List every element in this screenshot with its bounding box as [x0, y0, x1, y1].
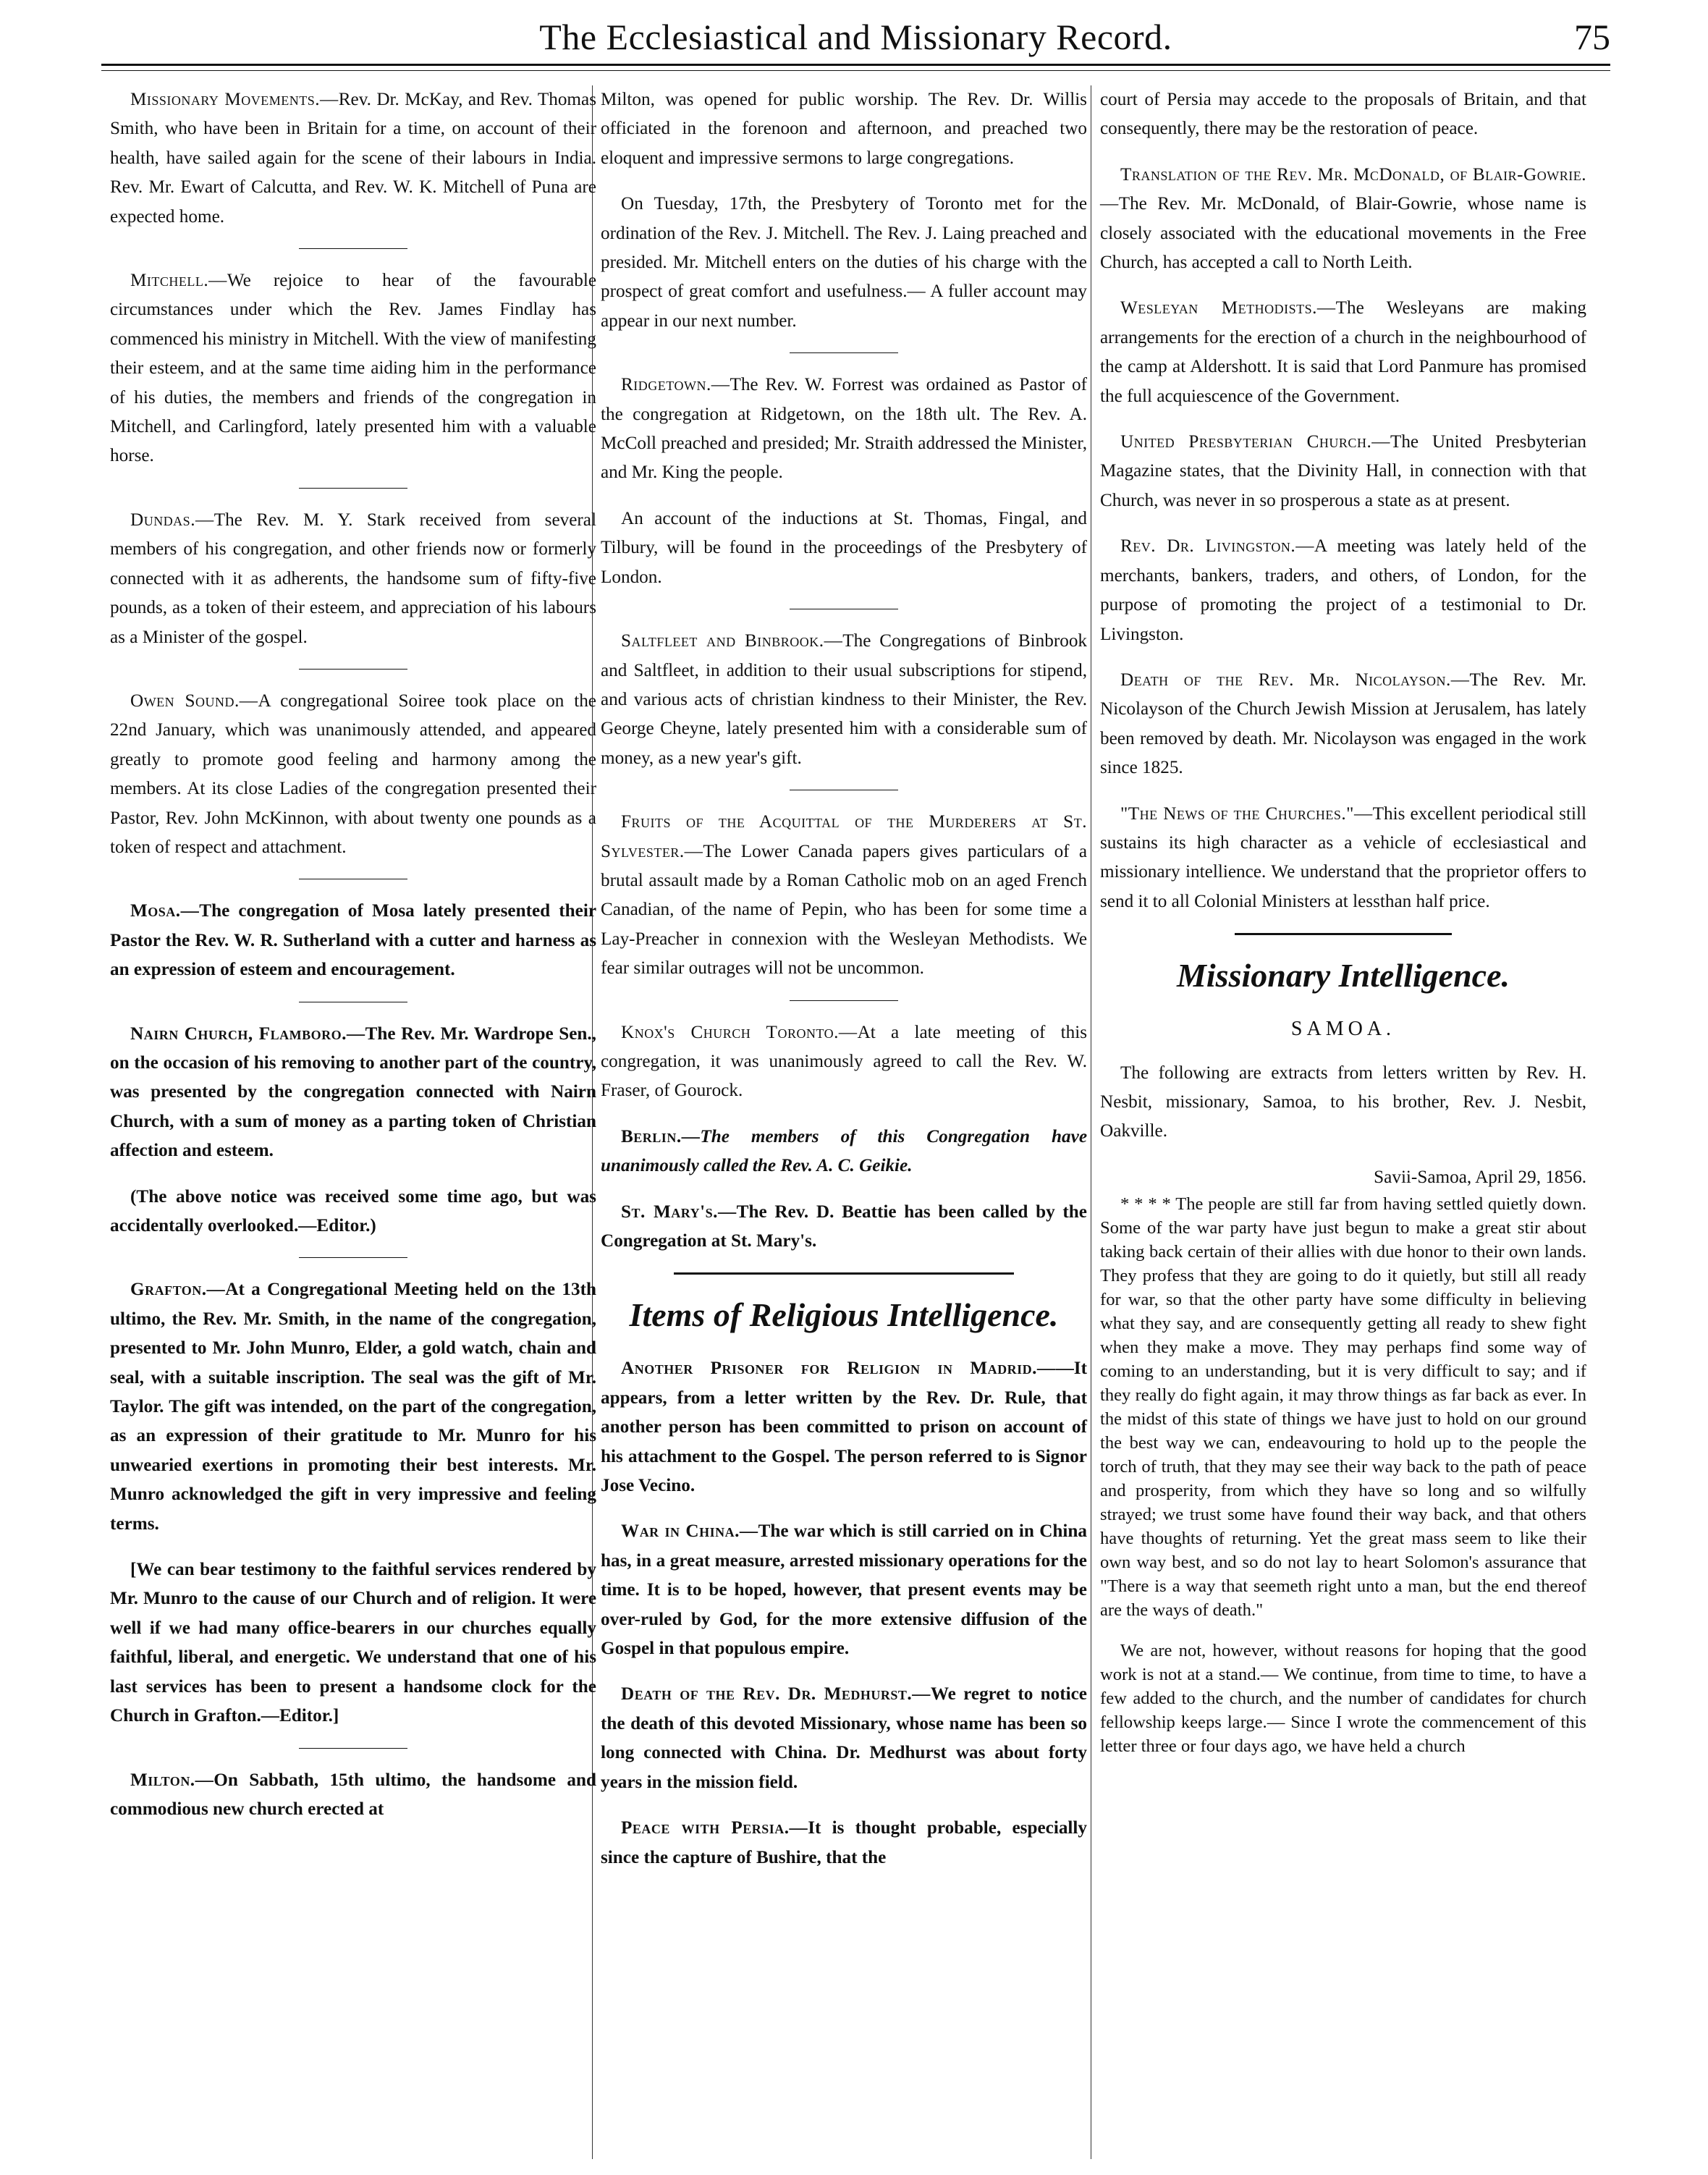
article-text: —It appears, from a letter written by the Rev. Dr. Rule, that another person has been committed to prison on account of his attachment to the Gospel. The person referred to is Signor Jose Vecino.: [601, 1359, 1087, 1496]
article-knox-church: [601, 1018, 1087, 1106]
article-heading: Missionary Movements.—: [130, 90, 339, 109]
article-text: It is thought probable, especially since the capture of Bushire, that the: [601, 1818, 1088, 1867]
section-heading-religious-intelligence: Items of Religious Intelligence.: [629, 1296, 1059, 1334]
article-wesleyan-methodists: [1100, 294, 1586, 411]
article-madrid-prisoner: [601, 1354, 1087, 1500]
section-rule: [674, 1272, 1014, 1277]
article-heading: Rev. Dr. Livingston.—: [1120, 536, 1314, 557]
article-text: This excellent periodical still sustains its high character as a vehicle of ecclesiastical and missionary intellience. We understand that the proprietor offers to send it to all Colonial Ministers at lessthan half price.: [1100, 803, 1586, 911]
separator-rule: [299, 879, 407, 880]
article-war-in-china: [601, 1517, 1087, 1663]
column-middle: [601, 85, 1087, 1889]
article-text: The Congregations of Binbrook and Saltfleet, in addition to their usual subscriptions for stipend, and various acts of christian kindness to their Minister, the Rev. George Cheyne, lately presented him with a considerable sum of money, as a new year's gift.: [601, 631, 1088, 768]
article-owen-sound: [110, 687, 596, 862]
article-dundas: [110, 506, 596, 652]
separator-rule: [790, 609, 898, 610]
article-heading: Saltfleet and Binbrook.—: [621, 631, 843, 651]
article-heading: Grafton.—: [130, 1280, 226, 1300]
article-nesbit-intro: The following are extracts from letters written by Rev. H. Nesbit, missionary, Samoa, to his brother, Rev. J. Nesbit, Oakville.: [1100, 1063, 1586, 1141]
article-ridgetown: [601, 371, 1087, 488]
article-nairn-church: [110, 1020, 596, 1166]
header-rule: [101, 64, 1610, 71]
article-st-sylvester: [601, 808, 1087, 983]
journal-title: The Ecclesiastical and Missionary Record.: [539, 17, 1172, 57]
separator-rule: [790, 790, 898, 791]
article-text: The Lower Canada papers gives particulars of a brutal assault made by a Roman Catholic mob on an aged French Canadian, of the name of Pepin, who has been for some time a Lay-Preacher in connexion with the Wesleyan Methodists. We fear similar outrages will not be uncommon.: [601, 841, 1087, 979]
separator-rule: [790, 1000, 898, 1002]
article-heading: "The News of the Churches."—: [1120, 803, 1373, 824]
separator-rule: [790, 352, 898, 354]
separator-rule: [299, 1257, 407, 1259]
separator-rule: [299, 669, 407, 670]
article-toronto-presbytery: On Tuesday, 17th, the Presbytery of Toronto met for the ordination of the Rev. J. Mitchell. The Rev. J. Laing preached and presided. Mr. Mitchell enters on the duties of his charge with the prospect of great comfort and usefulness.— A fuller account may appear in our next number.: [601, 194, 1087, 331]
article-text: Rev. Dr. McKay, and Rev. Thomas Smith, who have been in Britain for a time, on account of their health, have sailed again for the scene of their labours in India. Rev. Mr. Ewart of Calcutta, and Rev. W. K. Mitchell of Puna are expected home.: [110, 90, 596, 227]
article-text: The Rev. Mr. Wardrope Sen., on the occasion of his removing to another part of the country, was presented by the congregation connected with Nairn Church, with a sum of money as a parting token of Christian affection and esteem.: [110, 1023, 596, 1161]
section-rule: [1235, 933, 1452, 938]
article-text: On Sabbath, 15th ultimo, the handsome and commodious new church erected at: [110, 1770, 596, 1819]
page-number: 75: [1574, 17, 1610, 57]
article-text: The congregation of Mosa lately presented their Pastor the Rev. W. R. Sutherland with a cutter and harness as an expression of esteem and encouragement.: [110, 901, 596, 980]
article-text: A congregational Soiree took place on the 22nd January, which was unanimously attended, and appeared greatly to promote good feeling and harmony among the members. At its close Ladies of the congregation presented their Pastor, Rev. John McKinnon, with about twenty one pounds as a token of respect and attachment.: [110, 690, 596, 857]
article-grafton: [110, 1275, 596, 1539]
letter-body: * * * * The people are still far from having settled quietly down. Some of the war party have just begun to make a great stir about taking back certain of their allies with due honor to their own lands. They profess that they are going to do it quietly, but still all ready for war, so that the other party have some difficulty in believing what they say, and are consequently getting all ready to shew fight when they make a move. They may perhaps find some way of coming to an understanding, but it is very difficult to say; and if they really do fight again, it may throw things as far back as ever. In the midst of this state of things we have just to hold on our ground the best way we can, endeavouring to hold up to the people the torch of truth, that they may see their way back to the path of peace and prosperity, from which they have so long and so wilfully strayed; we trust some have found their way back, and that others have thoughts of returning. Yet the great mass seem to like their own way best, and so do not lay to heart Solomon's assurance that "There is a way that seemeth right unto a man, but the end thereof are the ways of death.": [1100, 1194, 1586, 1621]
separator-rule: [299, 248, 407, 250]
article-saltfleet-binbrook: [601, 627, 1087, 773]
article-text: The members of this Congregation have unanimously called the Rev. A. C. Geikie.: [601, 1126, 1087, 1176]
article-death-nicolayson: [1100, 666, 1586, 783]
article-heading: Mitchell.—: [130, 271, 227, 291]
section-heading-missionary-intelligence: Missionary Intelligence.: [1176, 957, 1510, 994]
subsection-heading-samoa: SAMOA.: [1290, 1018, 1396, 1041]
article-news-of-churches: [1100, 800, 1586, 917]
article-milton-continued: Milton, was opened for public worship. The Rev. Dr. Willis officiated in the forenoon and afternoon, and preached two eloquent and impressive sermons to large congregations.: [601, 90, 1087, 168]
article-heading: War in China.—: [621, 1521, 758, 1542]
article-heading: Fruits of the Acquittal of the Murderers at St. Sylvester.—: [601, 812, 1087, 861]
article-heading: Berlin.—: [621, 1126, 701, 1146]
article-heading: Mosa.—: [130, 901, 200, 921]
article-heading: Death of the Rev. Mr. Nicolayson.—: [1120, 670, 1470, 690]
article-heading: St. Mary's.—: [621, 1201, 737, 1222]
article-text: The United Presbyterian Magazine states, that the Divinity Hall, in connection with that Church, was never in so prosperous a state as at present.: [1100, 432, 1586, 510]
article-translation-mcdonald: [1100, 161, 1586, 278]
article-text: A meeting was lately held of the merchants, bankers, traders, and others, of London, for the purpose of promoting the project of a testimonial to Dr. Livingston.: [1100, 536, 1586, 644]
column-right: [1100, 85, 1586, 1775]
letter-dateline: Savii-Samoa, April 29, 1856.: [1374, 1167, 1586, 1187]
article-text: The Rev. W. Forrest was ordained as Pastor of the congregation at Ridgetown, on the 18th ult. The Rev. A. McColl preached and presided; Mr. Straith addressed the Minister, and Mr. King the people.: [601, 375, 1087, 483]
article-missionary-movements: [110, 85, 596, 232]
article-text: At a late meeting of this congregation, it was unanimously agreed to call the Rev. W. Fraser, of Gourock.: [601, 1022, 1087, 1101]
article-text: The war which is still carried on in China has, in a great measure, arrested missionary operations for the time. It is to be hoped, however, that present events may be over-ruled by God, for the more extensive diffusion of the Gospel in that populous empire.: [601, 1521, 1087, 1659]
article-heading: Knox's Church Toronto.—: [621, 1022, 858, 1042]
article-death-medhurst: [601, 1680, 1087, 1797]
letter-body-continued: We are not, however, without reasons for hoping that the good work is not at a stand.— We continue, from time to time, to have a few added to the church, and the number of candidates for church fellowship keeps large.— Since I wrote the commencement of this letter three or four days ago, we have held a church: [1100, 1641, 1586, 1757]
article-livingston: [1100, 532, 1586, 649]
article-text: The Rev. D. Beattie has been called by the Congregation at St. Mary's.: [601, 1201, 1087, 1251]
separator-rule: [299, 1748, 407, 1749]
article-heading: Wesleyan Methodists.—: [1120, 298, 1336, 318]
article-text: The Wesleyans are making arrangements for the erection of a church in the neighbourhood of the camp at Aldershott. It is said that Lord Panmure has promised the full acquiescence of the Government.: [1100, 298, 1586, 406]
article-heading: Owen Sound.—: [130, 690, 258, 711]
article-mitchell: [110, 266, 596, 471]
article-heading: Another Prisoner for Religion in Madrid.—: [621, 1359, 1056, 1379]
article-text: At a Congregational Meeting held on the 13th ultimo, the Rev. Mr. Smith, in the name of the congregation, presented to Mr. John Munro, Elder, a gold watch, chain and seal, with a suitable inscription. The seal was the gift of Mr. Taylor. The gift was intended, on the part of the congregation, as an expression of their gratitude to Mr. Munro for his unwearied exertions in promoting their best interests. Mr. Munro acknowledged the gift in very impressive and feeling terms.: [110, 1280, 596, 1534]
article-milton: [110, 1766, 596, 1825]
editor-note: [We can bear testimony to the faithful services rendered by Mr. Munro to the cause of our Church and of religion. It were well if we had many office-bearers in our churches equally faithful, liberal, and energetic. We understand that one of his last services has been to present a handsome clock for the Church in Grafton.—Editor.]: [110, 1560, 596, 1726]
article-persia-continued: court of Persia may accede to the proposals of Britain, and that consequently, there may be the restoration of peace.: [1100, 90, 1586, 139]
running-header: [101, 13, 1610, 64]
article-mosa: [110, 897, 596, 984]
article-inductions: An account of the inductions at St. Thomas, Fingal, and Tilbury, will be found in the proceedings of the Presbytery of London.: [601, 508, 1087, 587]
article-peace-with-persia: [601, 1814, 1087, 1872]
article-text: We regret to notice the death of this devoted Missionary, whose name has been so long connected with China. Dr. Medhurst was about forty years in the mission field.: [601, 1684, 1087, 1792]
article-text: We rejoice to hear of the favourable circumstances under which the Rev. James Findlay has commenced his ministry in Mitchell. With the view of manifesting their esteem, and at the same time aiding him in the performance of his duties, the members and friends of the congregation in Mitchell, and Carlingford, lately presented him with a valuable horse.: [110, 271, 596, 466]
article-heading: Nairn Church, Flamboro.—: [130, 1023, 365, 1044]
separator-rule: [299, 488, 407, 489]
article-heading: Milton.—: [130, 1770, 214, 1790]
article-berlin: [601, 1123, 1087, 1181]
article-heading: Dundas.—: [130, 510, 214, 530]
article-text: The Rev. M. Y. Stark received from several members of his congregation, and other friends now or formerly connected with it as adherents, the handsome sum of fifty-five pounds, as a token of their esteem, and appreciation of his labours as a Minister of the gospel.: [110, 510, 596, 647]
article-heading: Translation of the Rev. Mr. McDonald, of Blair-Gowrie.—: [1100, 164, 1586, 214]
article-text: The Rev. Mr. McDonald, of Blair-Gowrie, whose name is closely associated with the educational movements in the Free Church, has accepted a call to North Leith.: [1100, 194, 1586, 273]
column-left: [110, 85, 596, 1841]
separator-rule: [299, 1002, 407, 1003]
article-united-presbyterian: [1100, 428, 1586, 515]
article-heading: United Presbyterian Church.—: [1120, 432, 1390, 452]
article-text: The Rev. Mr. Nicolayson of the Church Jewish Mission at Jerusalem, has lately been removed by death. Mr. Nicolayson was engaged in the work since 1825.: [1100, 670, 1586, 778]
editor-note: (The above notice was received some time ago, but was accidentally overlooked.—Editor.): [110, 1186, 596, 1236]
article-heading: Peace with Persia.—: [621, 1818, 808, 1838]
article-heading: Ridgetown.—: [621, 375, 730, 395]
article-st-marys: [601, 1198, 1087, 1257]
article-heading: Death of the Rev. Dr. Medhurst.—: [621, 1684, 931, 1705]
